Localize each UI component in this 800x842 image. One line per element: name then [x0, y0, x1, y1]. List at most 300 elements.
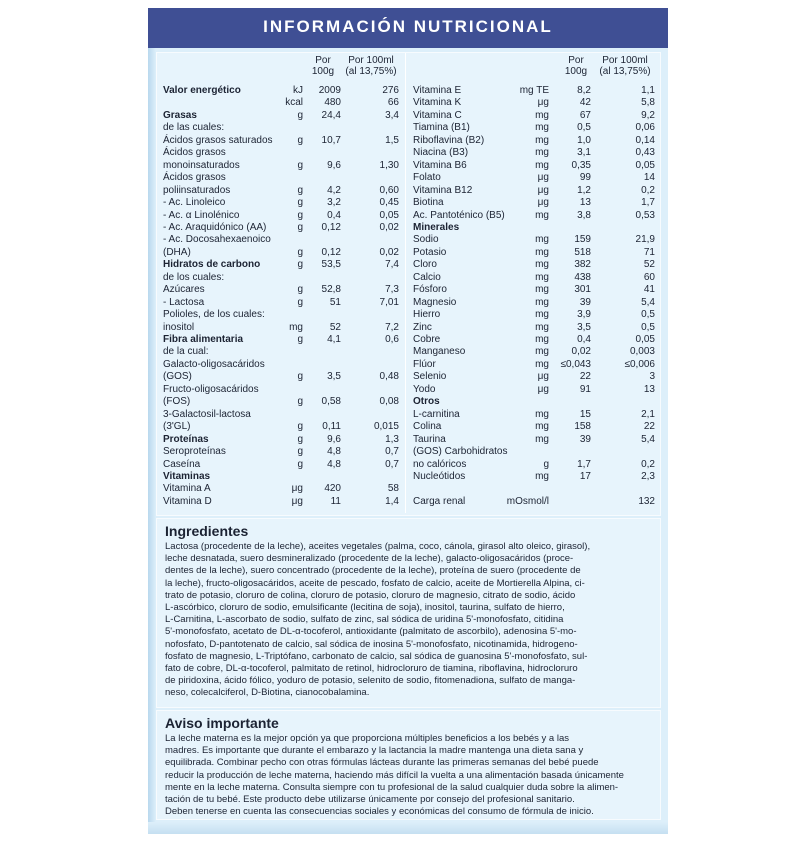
nutrient-label: Vitaminas — [163, 470, 211, 482]
nutrient-label: Manganeso — [413, 346, 466, 358]
nutrient-label: Caseína — [163, 458, 201, 470]
nutrition-table-panel — [156, 52, 661, 516]
value-per-100g: 8,2 — [577, 85, 591, 96]
nutrient-row — [413, 384, 657, 396]
text-line: leche desnatada, suero desmineralizado (procedente de la leche), galacto-oligosacáridos (proce- — [165, 553, 574, 565]
value-per-100ml: 60 — [643, 271, 655, 283]
nutrient-label: no calóricos — [413, 458, 467, 470]
nutrient-row — [413, 434, 657, 446]
nutrient-unit: kJ — [293, 85, 303, 96]
value-per-100ml: 2,3 — [641, 470, 655, 482]
nutrient-row — [413, 459, 657, 471]
nutrient-unit: g — [297, 334, 303, 345]
nutrient-row — [413, 247, 657, 259]
nutrient-label: Ácidos grasos — [163, 147, 226, 159]
text-line: mente en la leche materna. Consulta siempre con tu profesional de la salud cualquier duda sobre la alimen- — [165, 781, 619, 793]
value-per-100g: 39 — [579, 296, 591, 308]
value-per-100g: 22 — [579, 371, 591, 383]
nutrient-label: Flúor — [413, 358, 436, 370]
text-line: trato de potasio, cloruro de colina, cloruro de potasio, cloruro de magnesio, citrato de sodio, ácido — [165, 589, 576, 601]
nutrient-label: Folato — [413, 172, 441, 184]
value-per-100ml: 5,4 — [641, 296, 655, 308]
nutrient-label: Potasio — [413, 246, 447, 258]
nutrient-row — [413, 197, 657, 209]
nutrient-row — [413, 359, 657, 371]
nutrient-row — [163, 409, 403, 421]
nutrient-label: (DHA) — [163, 246, 191, 258]
text-line: 5'-monofosfato, acetato de DL-α-tocoferol, antioxidante (palmitato de ascorbilo), adenosina 5'-mo- — [165, 626, 577, 638]
nutrient-row — [413, 85, 657, 97]
nutrient-row — [163, 309, 403, 321]
value-per-100ml: 0,60 — [379, 184, 399, 196]
nutrient-unit: mg — [535, 284, 549, 296]
nutrient-unit: mg — [535, 408, 549, 420]
ingredients-title: Ingredientes — [165, 523, 249, 539]
nutrient-row — [163, 346, 403, 358]
nutrient-unit: g — [297, 421, 303, 433]
value-per-100g: 13 — [579, 197, 591, 209]
value-per-100g: 518 — [574, 246, 591, 258]
nutrient-row — [163, 322, 403, 334]
nutrient-row — [163, 234, 403, 246]
value-per-100g: 4,2 — [327, 184, 341, 196]
nutrient-row — [413, 496, 657, 508]
nutrient-row — [163, 384, 403, 396]
value-per-100ml: 1,1 — [641, 85, 655, 96]
nutrient-label: Ácidos grasos saturados — [163, 134, 273, 146]
nutrient-label: Seroproteínas — [163, 446, 226, 458]
nutrient-unit: g — [297, 259, 303, 271]
nutrient-label: Ácidos grasos — [163, 172, 226, 184]
value-per-100ml: 1,5 — [385, 134, 399, 146]
nutrient-label: Vitamina K — [413, 97, 462, 109]
value-per-100ml: 41 — [643, 284, 655, 296]
value-per-100ml: 0,02 — [379, 221, 399, 233]
header-line: Por 100ml — [348, 55, 394, 66]
nutrient-unit: mg — [535, 271, 549, 283]
nutrient-row — [163, 210, 403, 222]
nutrient-unit: g — [297, 159, 303, 171]
nutrient-unit: mg — [535, 159, 549, 171]
nutrient-unit: mg — [535, 334, 549, 345]
warning-panel — [156, 710, 661, 820]
page-title: INFORMACIÓN NUTRICIONAL — [263, 17, 553, 36]
value-per-100ml: 0,43 — [635, 147, 655, 159]
value-per-100g: 24,4 — [321, 109, 341, 121]
text-line: Lactosa (procedente de la leche), aceites vegetales (palma, coco, cánola, girasol alto oleico, girasol), — [165, 541, 591, 552]
text-line: fato de cobre, DL-α-tocoferol, palmitato de retinol, hidrocloruro de tiamina, riboflavina, hidrocloruro — [165, 663, 578, 675]
value-per-100g: 1,2 — [577, 184, 591, 196]
nutrient-label: Taurina — [413, 433, 446, 445]
value-per-100ml: 0,2 — [641, 458, 655, 470]
value-per-100g: 3,9 — [577, 309, 591, 321]
value-per-100g: 0,12 — [321, 221, 341, 233]
value-per-100ml: ≤0,006 — [624, 358, 655, 370]
value-per-100ml: 13 — [643, 383, 655, 395]
header-line: (al 13,75%) — [599, 66, 651, 77]
nutrient-row — [413, 234, 657, 246]
value-per-100g: 0,58 — [321, 396, 341, 408]
nutrient-label: Yodo — [413, 383, 436, 395]
value-per-100g: 3,8 — [577, 209, 591, 221]
text-line: fosfato de magnesio, L-Triptófano, carbonato de calcio, sal sódica de guanosina 5'-monofosfato, sul- — [165, 650, 588, 662]
nutrient-unit: mg — [535, 321, 549, 333]
nutrient-label: Valor energético — [163, 85, 241, 96]
value-per-100g: 382 — [574, 259, 591, 271]
header-line: Por — [315, 55, 331, 66]
nutrient-label: Fructo-oligosacáridos — [163, 383, 259, 395]
value-per-100g: 4,8 — [327, 446, 341, 458]
value-per-100ml: 58 — [387, 483, 399, 495]
value-per-100ml: 5,4 — [641, 433, 655, 445]
nutrient-row — [163, 135, 403, 147]
nutrient-label: L-carnitina — [413, 408, 460, 420]
nutrient-label: - Ac. Araquidónico (AA) — [163, 221, 267, 233]
header-line: Por — [568, 55, 584, 66]
nutrient-label: Sodio — [413, 234, 439, 246]
nutrient-row — [413, 297, 657, 309]
nutrient-label: Calcio — [413, 271, 441, 283]
nutrient-row — [413, 122, 657, 134]
value-per-100ml: 0,5 — [641, 321, 655, 333]
nutrient-unit: g — [297, 246, 303, 258]
header-line: 100g — [311, 66, 335, 77]
nutrient-unit: mg — [535, 358, 549, 370]
nutrient-row — [163, 496, 403, 508]
nutrient-row — [163, 185, 403, 197]
nutrient-row — [163, 359, 403, 371]
nutrient-unit: g — [297, 433, 303, 445]
nutrient-label: Ac. Pantoténico (B5) — [413, 209, 505, 221]
value-per-100ml: 21,9 — [635, 234, 655, 246]
nutrient-unit: g — [297, 371, 303, 383]
header-line: (al 13,75%) — [345, 66, 397, 77]
value-per-100ml: 66 — [387, 97, 399, 109]
nutrient-label: 3-Galactosil-lactosa — [163, 408, 251, 420]
value-per-100g: 420 — [324, 483, 341, 495]
nutrient-label: (GOS) Carbohidratos — [413, 446, 508, 458]
value-per-100g: 0,02 — [571, 346, 591, 358]
nutrient-unit: μg — [537, 383, 549, 395]
nutrient-label: Biotina — [413, 197, 444, 209]
value-per-100ml: 7,2 — [385, 321, 399, 333]
value-per-100g: 10,7 — [321, 134, 341, 146]
value-per-100g: 3,5 — [577, 321, 591, 333]
nutrient-unit: μg — [291, 483, 303, 495]
nutrient-row — [413, 222, 657, 234]
nutrient-row — [163, 297, 403, 309]
nutrient-unit: mg — [535, 296, 549, 308]
value-per-100ml: 0,015 — [373, 421, 399, 433]
text-line: nofosfato, D-pantotenato de calcio, sal sódica de inosina 5'-monofosfato, nicotinamida, hidrogeno- — [165, 638, 578, 650]
nutrient-row — [163, 434, 403, 446]
value-per-100g: 1,7 — [577, 458, 591, 470]
value-per-100ml: 132 — [638, 495, 655, 507]
right-header-per100ml — [593, 55, 657, 77]
text-line: tación de tu bebé. Este producto debe utilizarse únicamente por consejo del profesional sanitario. — [165, 794, 575, 806]
value-per-100ml: 0,53 — [635, 209, 655, 221]
value-per-100ml: 0,45 — [379, 197, 399, 209]
warning-title: Aviso importante — [165, 715, 279, 731]
value-per-100g: 0,12 — [321, 246, 341, 258]
left-header-per100ml — [340, 55, 402, 77]
text-line: L-ascórbico, cloruro de sodio, emulsificante (lecitina de soja), inositol, taurina, sulfato de hierro, — [165, 602, 565, 614]
nutrient-row — [163, 483, 403, 495]
value-per-100g: 42 — [579, 97, 591, 109]
nutrient-unit: μg — [537, 371, 549, 383]
ingredients-panel — [156, 518, 661, 708]
nutrition-right-column — [413, 85, 657, 510]
nutrient-unit: g — [297, 396, 303, 408]
nutrient-row — [413, 371, 657, 383]
value-per-100g: 2009 — [318, 85, 341, 96]
nutrient-label: Otros — [413, 396, 440, 408]
nutrient-unit: mg — [535, 122, 549, 134]
nutrient-row — [413, 483, 657, 495]
text-line: dentes de la leche), suero concentrado (procedente de la leche), proteína de suero (procedente de — [165, 565, 581, 577]
nutrient-unit: g — [297, 184, 303, 196]
nutrient-row — [163, 222, 403, 234]
text-line: La leche materna es la mejor opción ya que proporciona múltiples beneficios a los bebés y a las — [165, 733, 569, 744]
nutrient-label: Vitamina B12 — [413, 184, 473, 196]
nutrient-row — [163, 421, 403, 433]
nutrient-row — [163, 160, 403, 172]
nutrient-row — [413, 309, 657, 321]
right-header-per100g — [560, 55, 592, 77]
nutrient-row — [163, 122, 403, 134]
value-per-100g: 3,2 — [327, 197, 341, 209]
nutrient-row — [413, 421, 657, 433]
value-per-100g: 99 — [579, 172, 591, 184]
value-per-100ml: 276 — [382, 85, 399, 96]
value-per-100ml: 2,1 — [641, 408, 655, 420]
text-line: L-Carnitina, L-ascorbato de sodio, sulfato de zinc, sal sódica de uridina 5'-monofosfato, citidina — [165, 614, 564, 626]
nutrient-row — [163, 459, 403, 471]
nutrient-unit: kcal — [285, 97, 303, 109]
nutrient-row — [413, 210, 657, 222]
text-line: equilibrada. Combinar pecho con otras fórmulas lácteas durante las primeras semanas del bebé puede — [165, 757, 599, 769]
nutrient-label: Zinc — [413, 321, 432, 333]
nutrient-unit: mg TE — [519, 85, 549, 96]
nutrient-unit: mg — [289, 321, 303, 333]
value-per-100g: 15 — [579, 408, 591, 420]
value-per-100g: 4,8 — [327, 458, 341, 470]
nutrient-row — [163, 334, 403, 346]
value-per-100g: 51 — [329, 296, 341, 308]
nutrient-label: (3'GL) — [163, 421, 191, 433]
value-per-100g: 0,35 — [571, 159, 591, 171]
nutrient-label: Vitamina A — [163, 483, 211, 495]
column-divider — [405, 53, 406, 513]
nutrient-unit: mg — [535, 234, 549, 246]
nutrient-label: Vitamina B6 — [413, 159, 467, 171]
value-per-100ml: 0,06 — [635, 122, 655, 134]
value-per-100ml: 0,2 — [641, 184, 655, 196]
nutrition-left-column — [163, 85, 403, 510]
value-per-100g: 11 — [330, 495, 341, 507]
nutrient-unit: mg — [535, 134, 549, 146]
value-per-100ml: 7,01 — [379, 296, 399, 308]
value-per-100g: 3,5 — [327, 371, 341, 383]
header-line: 100g — [564, 66, 588, 77]
value-per-100ml: 52 — [643, 259, 655, 271]
value-per-100g: 52,8 — [321, 284, 341, 296]
nutrient-row — [413, 259, 657, 271]
nutrient-label: Selenio — [413, 371, 447, 383]
nutrient-label: Cobre — [413, 334, 441, 345]
nutrient-unit: g — [543, 458, 549, 470]
panel-bottom-edge — [148, 822, 668, 834]
value-per-100g: 39 — [579, 433, 591, 445]
nutrient-unit: mg — [535, 421, 549, 433]
nutrient-unit: mg — [535, 346, 549, 358]
nutrient-row — [413, 396, 657, 408]
value-per-100ml: 0,05 — [635, 159, 655, 171]
value-per-100ml: 71 — [643, 246, 655, 258]
warning-text — [165, 733, 655, 818]
nutrient-label: Minerales — [413, 221, 460, 233]
nutrient-row — [413, 334, 657, 346]
value-per-100ml: 0,02 — [379, 246, 399, 258]
nutrient-unit: mOsmol/l — [506, 495, 549, 507]
nutrient-unit: g — [297, 446, 303, 458]
text-line: de piridoxina, ácido fólico, yoduro de potasio, selenito de sodio, fitomenadiona, sulfato de manga- — [165, 675, 576, 687]
nutrient-unit: g — [297, 284, 303, 296]
nutrient-row — [413, 409, 657, 421]
nutrient-row — [163, 396, 403, 408]
nutrient-label: Magnesio — [413, 296, 457, 308]
nutrient-row — [163, 446, 403, 458]
value-per-100ml: 7,4 — [385, 259, 399, 271]
text-line: Deben tenerse en cuenta las consecuencias sociales y económicas del consumo de fórmula de inicio. — [165, 806, 594, 818]
nutrient-unit: g — [297, 109, 303, 121]
value-per-100ml: 1,7 — [641, 197, 655, 209]
nutrient-label: Vitamina C — [413, 109, 462, 121]
value-per-100ml: 0,003 — [629, 346, 655, 358]
value-per-100ml: 0,05 — [635, 334, 655, 345]
nutrient-row — [413, 284, 657, 296]
nutrient-unit: mg — [535, 109, 549, 121]
value-per-100g: 67 — [579, 109, 591, 121]
nutrient-row — [413, 160, 657, 172]
nutrient-label: (FOS) — [163, 396, 191, 408]
value-per-100ml: 0,7 — [385, 446, 399, 458]
nutrient-label: Hierro — [413, 309, 441, 321]
nutrient-row — [413, 185, 657, 197]
value-per-100ml: 9,2 — [641, 109, 655, 121]
nutrient-unit: g — [297, 209, 303, 221]
nutrient-label: monoinsaturados — [163, 159, 240, 171]
nutrient-unit: μg — [537, 184, 549, 196]
nutrient-row — [413, 272, 657, 284]
nutrient-row — [163, 272, 403, 284]
nutrient-label: Colina — [413, 421, 442, 433]
value-per-100g: 53,5 — [321, 259, 341, 271]
nutrient-row — [163, 371, 403, 383]
nutrient-label: Nucleótidos — [413, 470, 466, 482]
nutrient-label: Cloro — [413, 259, 437, 271]
value-per-100g: 301 — [574, 284, 591, 296]
nutrient-label: poliinsaturados — [163, 184, 231, 196]
nutrient-row — [413, 135, 657, 147]
nutrient-row — [413, 110, 657, 122]
value-per-100ml: 7,3 — [385, 284, 399, 296]
value-per-100g: 480 — [324, 97, 341, 109]
nutrient-label: Fibra alimentaria — [163, 334, 244, 345]
value-per-100g: 159 — [574, 234, 591, 246]
nutrient-label: Galacto-oligosacáridos — [163, 358, 265, 370]
nutrient-label: - Lactosa — [163, 296, 205, 308]
nutrient-label: Vitamina D — [163, 495, 212, 507]
nutrient-row — [413, 446, 657, 458]
value-per-100ml: 22 — [643, 421, 655, 433]
nutrient-label: de la cual: — [163, 346, 209, 358]
nutrient-unit: mg — [535, 147, 549, 159]
nutrient-label: - Ac. Docosahexaenoico — [163, 234, 271, 246]
value-per-100g: 158 — [574, 421, 591, 433]
nutrient-row — [163, 197, 403, 209]
nutrient-label: de las cuales: — [163, 122, 225, 134]
nutrient-unit: g — [297, 134, 303, 146]
value-per-100g: 52 — [329, 321, 341, 333]
nutrient-label: Hidratos de carbono — [163, 259, 261, 271]
nutrient-unit: mg — [535, 309, 549, 321]
nutrient-label: Vitamina E — [413, 85, 462, 96]
nutrient-unit: μg — [537, 172, 549, 184]
nutrient-unit: mg — [535, 433, 549, 445]
nutrient-label: Azúcares — [163, 284, 205, 296]
nutrient-row — [163, 284, 403, 296]
nutrient-unit: g — [297, 458, 303, 470]
value-per-100ml: 3 — [649, 371, 655, 383]
value-per-100g: 9,6 — [327, 433, 341, 445]
nutrient-label: Grasas — [163, 109, 197, 121]
value-per-100g: 0,5 — [577, 122, 591, 134]
value-per-100g: 438 — [574, 271, 591, 283]
value-per-100g: 4,1 — [327, 334, 341, 345]
nutrient-row — [413, 97, 657, 109]
nutrient-row — [413, 172, 657, 184]
nutrient-row — [163, 147, 403, 159]
text-line: reducir la producción de leche materna, haciendo más difícil la vuelta a una alimentación basada únicamente — [165, 769, 624, 781]
nutrient-unit: g — [297, 221, 303, 233]
nutrient-row — [163, 259, 403, 271]
panel-edge-shade — [148, 8, 156, 834]
header-line: Por 100ml — [602, 55, 648, 66]
text-line: madres. Es importante que durante el embarazo y la lactancia la madre mantenga una dieta sana y — [165, 745, 584, 757]
value-per-100g: 1,0 — [577, 134, 591, 146]
value-per-100g: 91 — [579, 383, 591, 395]
nutrient-row — [163, 110, 403, 122]
value-per-100g: 0,11 — [322, 421, 341, 433]
nutrient-unit: μg — [537, 197, 549, 209]
nutrient-row — [163, 471, 403, 483]
nutrient-unit: g — [297, 296, 303, 308]
nutrient-row — [413, 322, 657, 334]
nutrient-row — [163, 172, 403, 184]
nutrient-label: Carga renal — [413, 495, 466, 507]
nutrient-row — [413, 346, 657, 358]
value-per-100ml: 0,08 — [379, 396, 399, 408]
nutrient-label: - Ac. Linoleico — [163, 197, 226, 209]
nutrient-row — [413, 471, 657, 483]
nutrient-label: de los cuales: — [163, 271, 225, 283]
nutrient-unit: μg — [291, 495, 303, 507]
text-line: neso, colecalciferol, D-Biotina, cianocobalamina. — [165, 687, 370, 699]
nutrient-row — [413, 147, 657, 159]
value-per-100g: 0,4 — [577, 334, 591, 345]
value-per-100g: ≤0,043 — [560, 358, 591, 370]
